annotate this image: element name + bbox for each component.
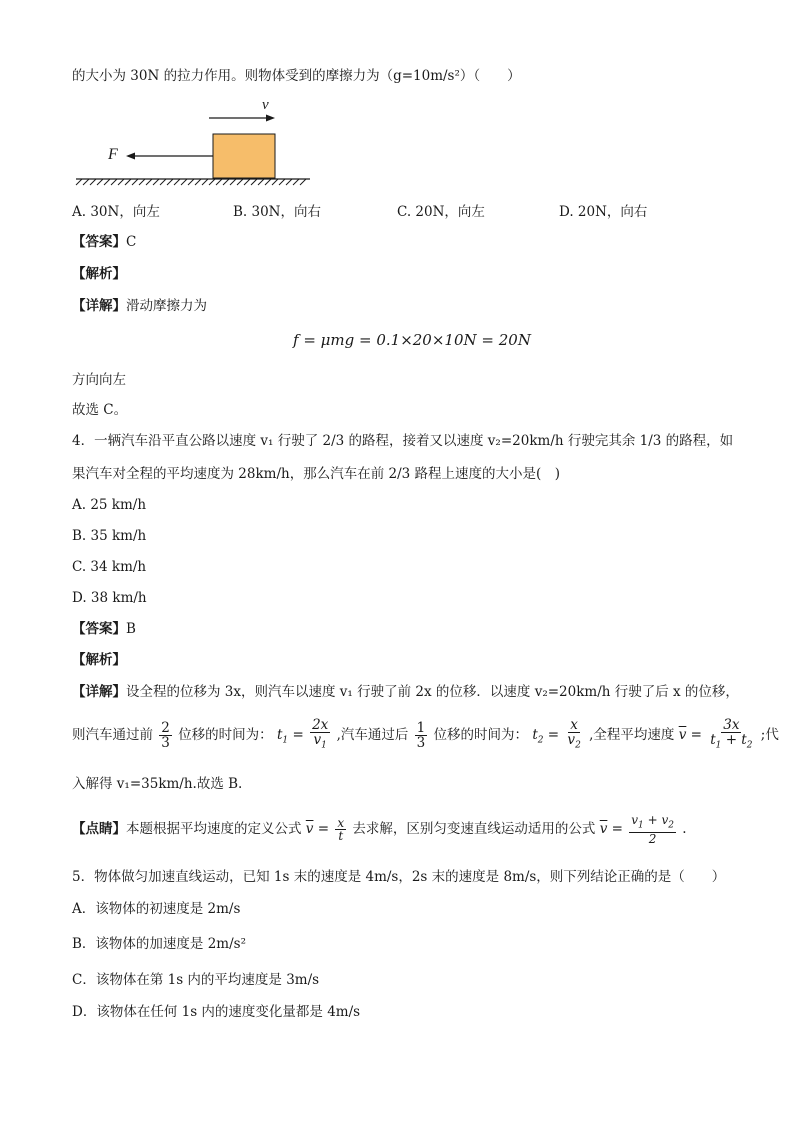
vbar-symbol: $\overline{v}$ =: [678, 727, 702, 743]
q5-option-c[interactable]: C．该物体在第 1s 内的平均速度是 3m/s: [72, 972, 320, 988]
analysis-tag: 【解析】: [72, 652, 126, 668]
detail-text-b: 位移的时间为：: [178, 727, 273, 743]
q3-options: [72, 202, 722, 222]
fraction-one-third: $\frac{1}{3}$: [416, 720, 426, 751]
tip-text-b: 去求解，区别匀变速直线运动适用的公式: [352, 821, 596, 837]
ground: [76, 179, 310, 185]
vbar-symbol: $\overline{v}$ =: [305, 821, 330, 837]
detail-tag: 【详解】: [72, 684, 126, 700]
detail-text-c: ,汽车通过后: [336, 727, 409, 743]
answer-tag: 【答案】: [72, 621, 126, 637]
tip-tag: 【点睛】: [72, 821, 126, 837]
block: [213, 134, 275, 178]
q3-option-d[interactable]: D. 20N，向右: [559, 204, 648, 220]
q3-stem-tail: 的大小为 30N 的拉力作用。则物体受到的摩擦力为（g=10m/s²）（ ）: [72, 68, 521, 84]
q3-option-b[interactable]: B. 30N，向右: [233, 204, 321, 220]
tip-text-c: .: [682, 821, 687, 837]
force-label: F: [108, 146, 118, 163]
detail-text-a: 则汽车通过前: [72, 727, 153, 743]
detail-text-f: ;代: [760, 727, 779, 743]
q3-choose: 故选 C。: [72, 402, 128, 418]
q4-option-d[interactable]: D. 38 km/h: [72, 590, 147, 606]
q4-option-c[interactable]: C. 34 km/h: [72, 559, 147, 575]
q3-answer: [72, 232, 136, 252]
detail-tag: 【详解】: [72, 298, 126, 314]
q4-answer: [72, 619, 136, 639]
t2-symbol: $t_2$ =: [532, 727, 560, 746]
fraction-x-v2: $\frac{x}{v_2}$: [567, 717, 581, 751]
q3-detail: [72, 296, 207, 316]
q4-option-a[interactable]: A. 25 km/h: [72, 497, 147, 513]
fraction-2x-v1: $\frac{2x}{v_1}$: [312, 717, 329, 751]
fraction-3x-t1t2: $\frac{3x}{t_1 + t_2}$: [710, 717, 753, 751]
q4-detail-line1: [72, 682, 739, 702]
detail-text-d: 位移的时间为：: [433, 727, 529, 743]
answer-tag: 【答案】: [72, 234, 126, 250]
q4-tip: [72, 814, 687, 845]
t1-symbol: $t_1$ =: [276, 727, 304, 746]
q4-detail-line2: [72, 718, 779, 758]
vbar-symbol: $\overline{v}$ =: [599, 821, 623, 837]
fraction-v1v2-2: $\frac{v_1 + v_2}{2}$: [631, 813, 674, 846]
q3-analysis-tag: [72, 264, 126, 284]
q4-analysis-tag: [72, 650, 126, 670]
q4-option-b[interactable]: B. 35 km/h: [72, 528, 147, 544]
q5-option-d[interactable]: D．该物体在任何 1s 内的速度变化量都是 4m/s: [72, 1004, 361, 1020]
q3-direction: 方向向左: [72, 372, 126, 388]
q5-stem: 5．物体做匀加速直线运动，已知 1s 末的速度是 4m/s，2s 末的速度是 8m/s，则下列结论正确的是（ ）: [72, 869, 726, 885]
friction-formula: f = μmg = 0.1×20×10N = 20N: [293, 331, 531, 349]
analysis-tag: 【解析】: [72, 266, 126, 282]
detail-text-e: ,全程平均速度: [589, 727, 675, 743]
fraction-x-t: $\frac{x}{t}$: [337, 816, 345, 843]
force-arrow: [126, 153, 213, 160]
tip-text-a: 本题根据平均速度的定义公式: [126, 821, 302, 837]
velocity-arrow: [209, 115, 275, 122]
q3-option-a[interactable]: A. 30N，向左: [72, 204, 160, 220]
q4-stem-line1: 4．一辆汽车沿平直公路以速度 v₁ 行驶了 2/3 的路程，接着又以速度 v₂=20km/h 行驶完其余 1/3 的路程，如: [72, 433, 734, 449]
detail-text: 设全程的位移为 3x，则汽车以速度 v₁ 行驶了前 2x 的位移．以速度 v₂=20km/h 行驶了后 x 的位移，: [126, 684, 739, 700]
q4-stem-line2: 果汽车对全程的平均速度为 28km/h，那么汽车在前 2/3 路程上速度的大小是( ): [72, 466, 561, 482]
answer-value: B: [126, 621, 136, 637]
q5-option-b[interactable]: B．该物体的加速度是 2m/s²: [72, 936, 246, 952]
q4-detail-line3: 入解得 v₁=35km/h.故选 B.: [72, 776, 243, 792]
detail-text: 滑动摩擦力为: [126, 298, 207, 314]
q5-option-a[interactable]: A．该物体的初速度是 2m/s: [72, 901, 241, 917]
answer-value: C: [126, 234, 137, 250]
force-diagram: [72, 92, 317, 187]
fraction-two-thirds: $\frac{2}{3}$: [161, 720, 170, 751]
velocity-label: v: [262, 97, 269, 113]
q3-option-c[interactable]: C. 20N，向左: [397, 204, 485, 220]
